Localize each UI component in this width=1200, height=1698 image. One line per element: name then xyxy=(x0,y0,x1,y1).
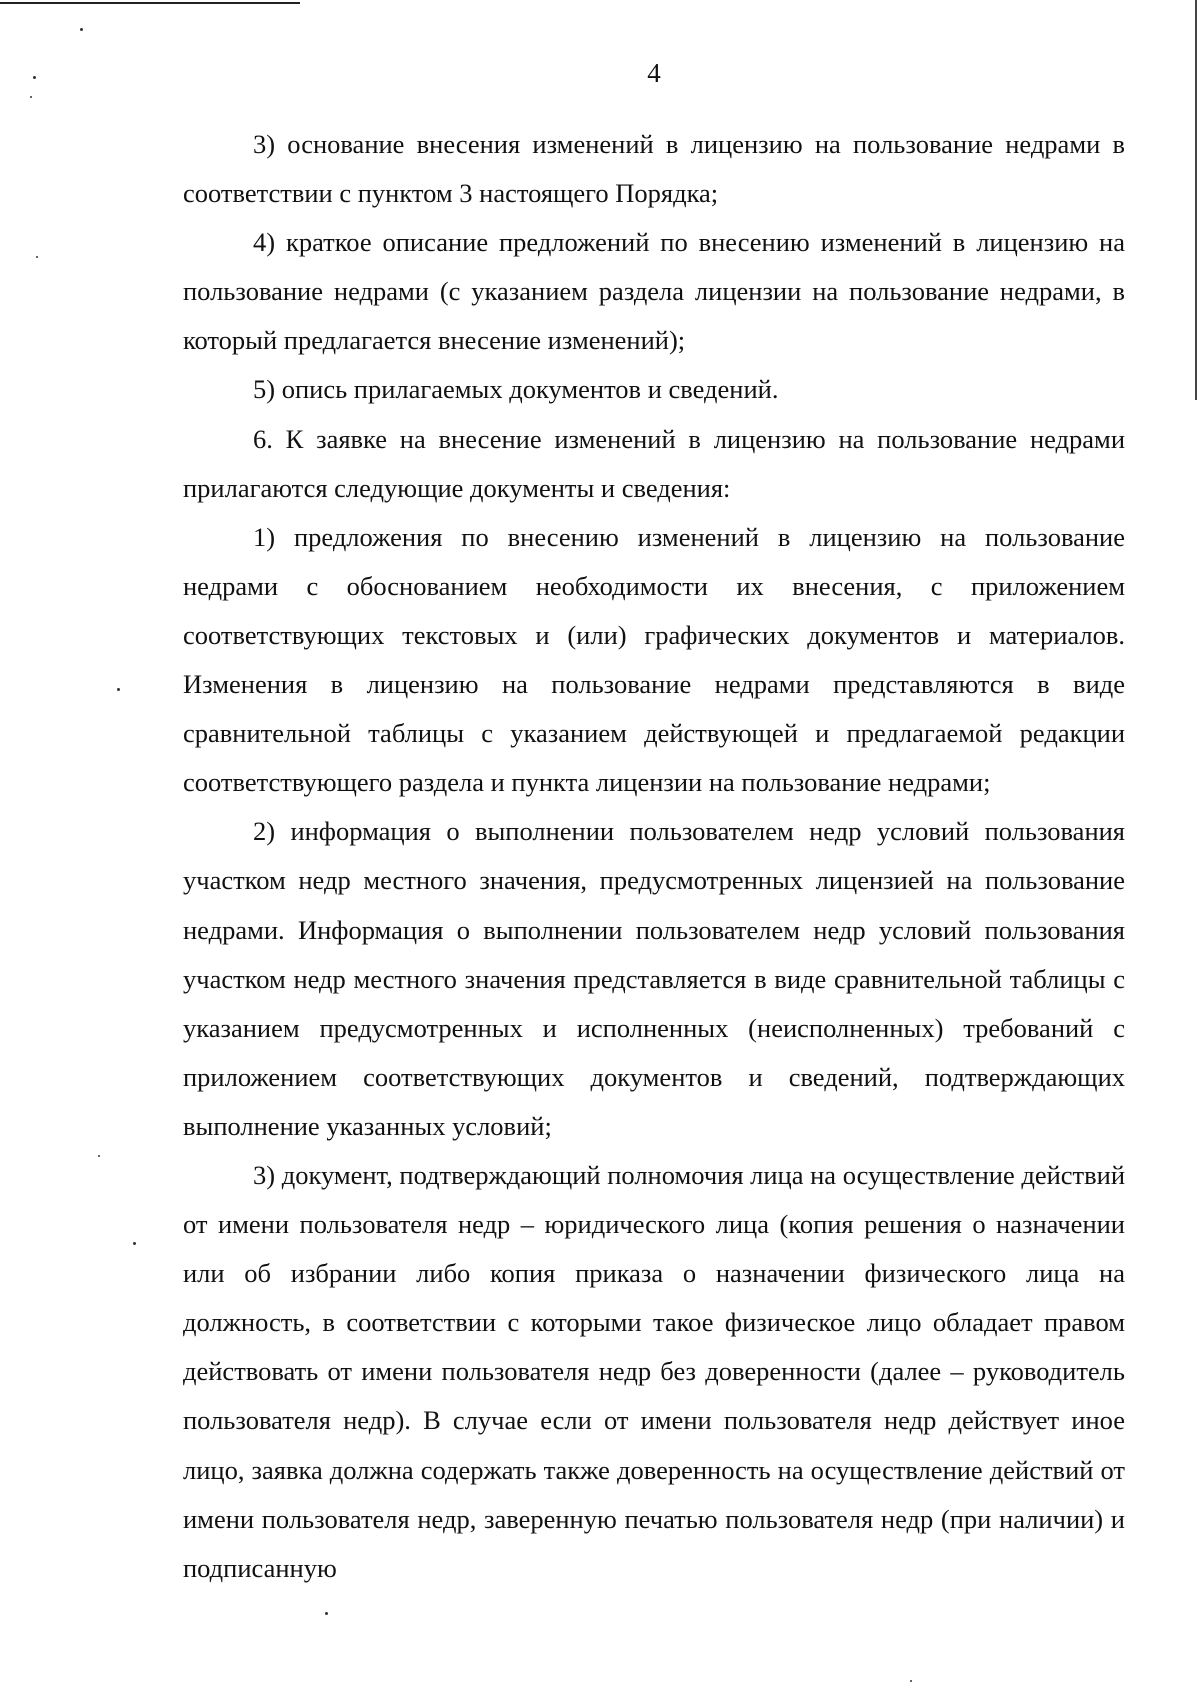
scan-border-top xyxy=(0,2,300,4)
scan-speck xyxy=(325,1612,328,1615)
scan-speck xyxy=(910,1680,912,1682)
paragraph: 4) краткое описание предложений по внесению изменений в лицензию на пользование недрами (с указанием раздела лицензии на пользование недрами, в который предлагается внесение изменений); xyxy=(183,227,1125,356)
scan-speck xyxy=(36,256,38,258)
paragraph: 3) документ, подтверждающий полномочия лица на осуществление действий от имени пользователя недр – юридического лица (копия решения о назначении или об избрании либо копия приказа о назначении физического лица на должность, в соответствии с которыми такое физическое лицо обладает правом действовать от имени пользователя недр без доверенности (далее – руководитель пользователя недр). В случае если от имени пользователя недр действует иное лицо, заявка должна содержать также доверенность на осуществление действий от имени пользователя недр, заверенную печатью пользователя недр (при наличии) и подписанную xyxy=(183,1159,1125,1583)
page-number: 4 xyxy=(647,58,661,88)
paragraph: 3) основание внесения изменений в лицензию на пользование недрами в соответствии с пунктом 3 настоящего Порядка; xyxy=(183,129,1125,209)
scan-speck xyxy=(98,1155,100,1157)
document-body xyxy=(183,120,1125,1593)
paragraph: 6. К заявке на внесение изменений в лицензию на пользование недрами прилагаются следующие документы и сведения: xyxy=(183,423,1125,503)
scan-speck xyxy=(80,28,83,31)
paragraph: 5) опись прилагаемых документов и сведений. xyxy=(253,374,779,405)
scan-speck xyxy=(117,688,120,691)
scan-speck xyxy=(133,1242,136,1245)
paragraph: 1) предложения по внесению изменений в лицензию на пользование недрами с обоснованием необходимости их внесения, с приложением соответствующих текстовых и (или) графических документов и материалов. Изменения в лицензию на пользование недрами представляются в виде сравнительной таблицы с указанием действующей и предлагаемой редакции соответствующего раздела и пункта лицензии на пользование недрами; xyxy=(183,521,1125,798)
paragraph: 2) информация о выполнении пользователем недр условий пользования участком недр местного значения, предусмотренных лицензией на пользование недрами. Информация о выполнении пользователем недр условий пользования участком недр местного значения представляется в виде сравнительной таблицы с указанием предусмотренных и исполненных (неисполненных) требований с приложением соответствующих документов и сведений, подтверждающих выполнение указанных условий; xyxy=(183,816,1125,1141)
scan-speck xyxy=(30,96,32,98)
